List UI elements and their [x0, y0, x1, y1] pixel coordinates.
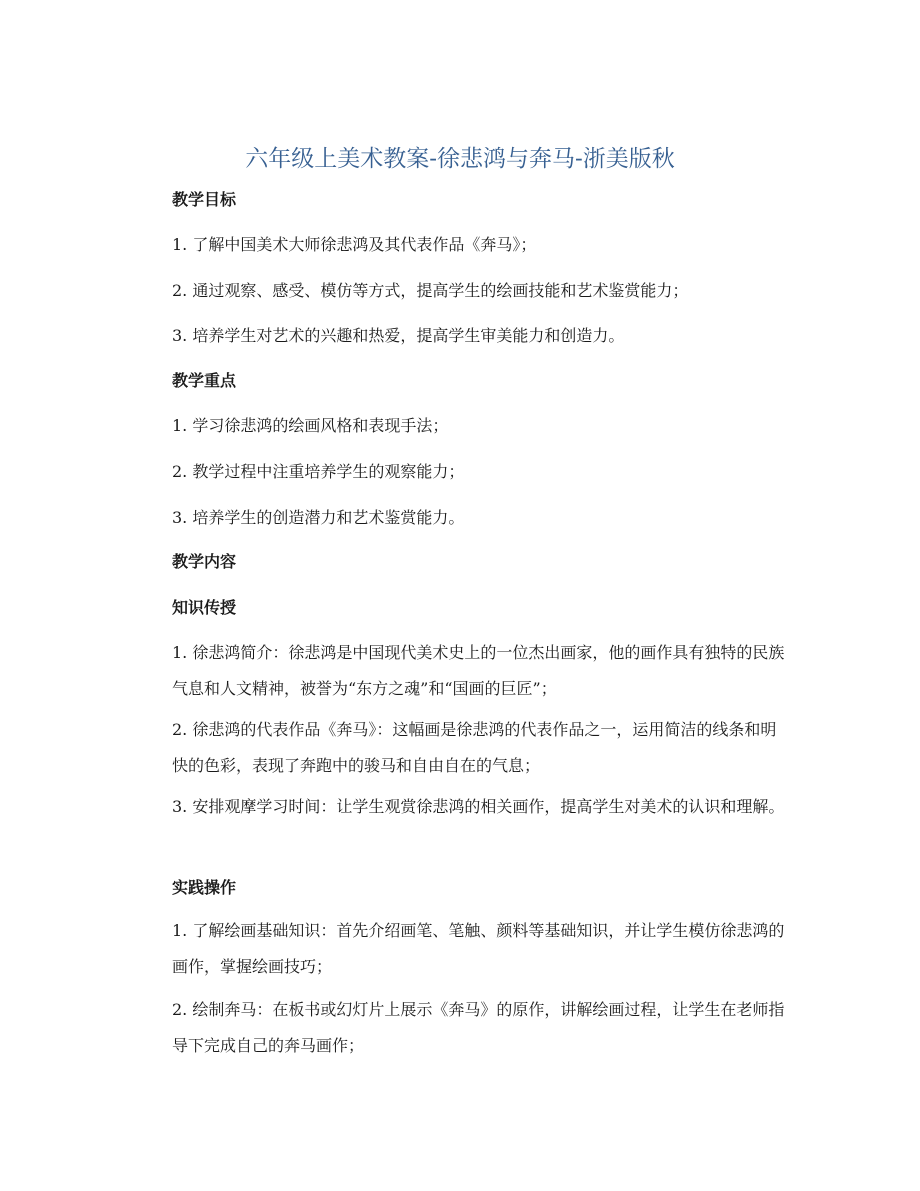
goal-item-3: 3. 培养学生对艺术的兴趣和热爱，提高学生审美能力和创造力。: [172, 326, 625, 345]
focus-item-1: 1. 学习徐悲鸿的绘画风格和表现手法；: [172, 416, 449, 435]
knowledge-item-3: 3. 安排观摩学习时间：让学生观赏徐悲鸿的相关画作，提高学生对美术的认识和理解。: [172, 797, 785, 816]
focus-item-2: 2. 教学过程中注重培养学生的观察能力；: [172, 462, 465, 481]
practice-item-1: 1. 了解绘画基础知识：首先介绍画笔、笔触、颜料等基础知识，并让学生模仿徐悲鸿的画作，掌握绘画技巧；: [172, 921, 785, 976]
knowledge-item-1: 1. 徐悲鸿简介：徐悲鸿是中国现代美术史上的一位杰出画家，他的画作具有独特的民族气息和人文精神，被誉为“东方之魂”和“国画的巨匠”；: [172, 643, 785, 698]
goal-item-1: 1. 了解中国美术大师徐悲鸿及其代表作品《奔马》；: [172, 235, 537, 254]
heading-teaching-goals: 教学目标: [172, 190, 237, 209]
knowledge-item-2: 2. 徐悲鸿的代表作品《奔马》：这幅画是徐悲鸿的代表作品之一，运用简洁的线条和明快的色彩，表现了奔跑中的骏马和自由自在的气息；: [172, 720, 777, 775]
practice-item-2: 2. 绘制奔马：在板书或幻灯片上展示《奔马》的原作，讲解绘画过程，让学生在老师指导下完成自己的奔马画作；: [172, 1000, 785, 1055]
goal-item-2: 2. 通过观察、感受、模仿等方式，提高学生的绘画技能和艺术鉴赏能力；: [172, 281, 689, 300]
focus-item-3: 3. 培养学生的创造潜力和艺术鉴赏能力。: [172, 508, 465, 527]
page-title: 六年级上美术教案-徐悲鸿与奔马-浙美版秋: [245, 146, 675, 172]
heading-teaching-focus: 教学重点: [172, 371, 237, 390]
heading-teaching-content: 教学内容: [172, 552, 237, 571]
heading-practice: 实践操作: [172, 878, 237, 897]
heading-knowledge: 知识传授: [172, 598, 237, 617]
